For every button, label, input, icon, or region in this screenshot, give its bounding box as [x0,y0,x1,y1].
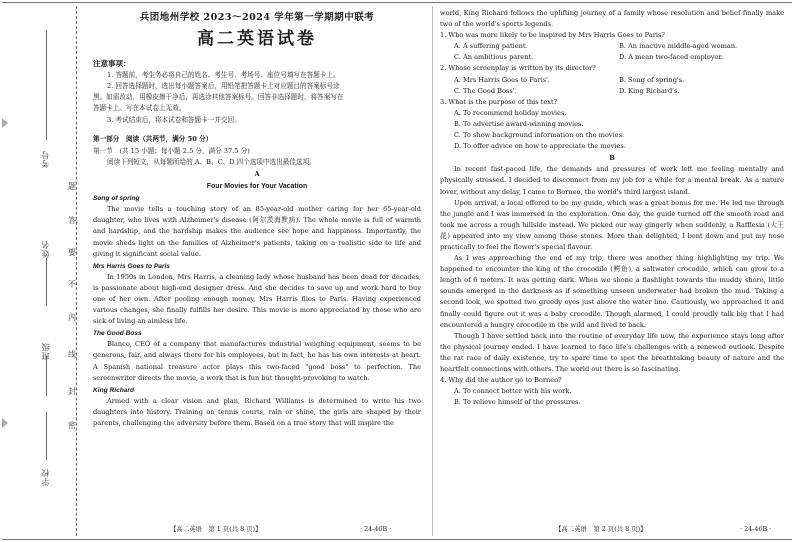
movie-title: The Good Boss [93,330,142,338]
field-line [46,412,47,460]
option-d: D. A mean two-faced employer. [619,53,723,62]
option-b: B. To advertise award-winning movies. [454,119,584,128]
passage-continuation: world, King Richard follows the uplifting journey of a family whose resolution and belief finally make two of the world's sports legends. [440,9,784,29]
seal-dashed-line [76,6,77,536]
seal-word: 要 [68,248,76,257]
option-c: C. To show background information on the movies. [454,131,625,140]
instruction: 阅读下列短文，从每题所给的 A、B、C、D 四个选项中选出最佳选项。 [107,157,316,166]
seal-word: 密 [68,421,76,430]
option-c: C. The Good Boss'. [454,86,517,95]
movie-title: Song of spring [93,195,140,203]
seal-word: 不 [68,280,76,289]
passage-b-paragraph: Though I have settled back into the routine of everyday life now, the experience stays long after the physical journey ended. I have learned to face life's challenges with a renewed outlook. Despite the rat race of daily existence, try to spare time to spot the breathtaking beauty of nature and the heartfelt connections with others. The world out there is so fascinating. [440,331,784,373]
question-3: 3. What is the purpose of this text? [440,97,558,106]
question-2-options [440,75,784,97]
seal-word: 题 [68,182,76,191]
passage-title: Four Movies for Your Vacation [206,183,308,191]
option-d: D. King Richard's. [619,86,680,95]
movie-text: Blanco, CEO of a company that manufactures industrial weighing equipment, seems to be generous, fair, and always there for his employees, but in fact, he has his own interests at heart. A Spanish national treasure actor plays this two-faced "good boss" to perfection. The screenwriter directs the movie, a work that is fun but thought-provoking to watch. [93,340,421,382]
passage-b-paragraph: In recent fast-paced life, the demands and pressures of work left me feeling mentally and physically stressed. I decided to disconnect from my job for a while for a mental break. As a nature lover, without any delay, I came to Borneo, the world's third largest island. [440,165,784,196]
page-1 [93,8,421,429]
field-exam-number: 考号 [41,150,50,168]
field-school: 学校 [41,468,50,486]
field-class: 班级 [41,342,50,360]
page-2-code: · 24-46B · [740,525,772,533]
seal-word: 内 [68,313,76,322]
movie-title: King Richard [93,386,135,394]
option-a: A. A suffering patient. [454,42,528,51]
option-a: A. To connect better with his work. [454,387,572,396]
arrow-marker-icon [2,118,8,128]
movie-text: In 1950s in London, Mrs Harris, a cleaning lady whose husband has been dead for decades, is passionate about high-end designer dress. And she decides to save up and work hard to buy one of her own. After pooling enough money, Mrs Harris flies to Paris. Having experienced various changes, she finally fulfills her desire. This movie is more appreciated by those who are sick of living an aimless life. [93,272,421,326]
field-name: 姓名 [41,240,50,258]
question-2: 2. Whose screenplay is written by its director? [440,64,596,73]
option-c: C. An ambitious parent. [454,53,534,62]
movie-text: Armed with a clear vision and plan, Richard Williams is determined to write his two daughters into history. Training on tennis courts, rain or shine, the girls are shaped by their parents, challenging the adversity before them. Based on a true story that will inspire the [93,396,421,427]
question-1: 1. Who was more likely to be inspired by Mrs Harris Goes to Paris? [440,31,665,40]
option-d: D. To offer advice on how to appreciate the movies. [454,142,626,151]
option-b: B. To relieve himself of the pressures. [454,398,581,407]
seal-word: 线 [68,350,76,359]
seal-word: 封 [68,387,76,396]
question-4: 4. Why did the author go to Borneo? [440,376,562,385]
arrow-marker-icon [2,418,8,428]
part-heading: 第一部分 阅读（共两节，满分 50 分） [93,134,213,143]
passage-letter: B [609,154,615,163]
exam-title: 兵团地州学校 2023～2024 学年第一学期期中联考 [139,12,375,23]
field-line [46,356,47,396]
page-1-footer: 【高二英语 第 1 页(共 8 页)】 [170,525,262,533]
paper-title: 高二英语试卷 [197,29,317,50]
bottom-border [2,539,792,540]
column-divider [432,6,433,536]
passage-b-paragraph: Upon arrival, a local offered to be my guide, which was a great bonus for me. He led me through the jungle and I was immersed in the exploration. One day, the guide turned off the smooth road and took me across a rough hillside instead. We picked our way gingerly when suddenly, a Rafflesia (大王花) appeared into my view among those stones. More than delighted, I bent down and put my nose practically to feel the flower's special flavour. [440,198,784,251]
notice-item: 3. 考试结束后，将本试卷和答题卡一并交回。 [107,115,241,124]
page-2-footer: 【高二英语 第 2 页(共 8 页)】 [555,525,647,533]
notice-item: 2. 回答选择题时，选出每小题答案后，用铅笔把答题卡上对应题目的答案标号涂 [107,82,340,91]
question-1-options [440,41,784,63]
option-b: B. An inactive middle-aged woman. [619,42,738,51]
section-heading: 第一节 (共 15 小题；每小题 2.5 分，满分 37.5 分) [93,146,250,155]
field-line [46,30,47,140]
notice-item: 答题卡上。写在本试卷上无效。 [93,104,186,113]
notice-item: 黑。如需改动，用橡皮擦干净后，再选涂其他答案标号。回答非选择题时，将答案写在 [93,93,344,102]
notice-item: 1. 答题前，考生务必将自己的姓名、考生号、考场号、座位号填写在答题卡上。 [107,71,340,80]
passage-b-paragraph: As I was approaching the end of my trip, there was another thing highlighting my trip. We happened to encounter the king of the crocodile (鳄鱼), a saltwater crocodile, which can grow to a length of 6 meters. It was getting dark. When we shone a flashlight towards the muddy shore, little sounds emerged in the darkness as if something unseen underwater had broken the mud. Taking a second look, we spotted two greedy eyes just above the water line. Cautiously, we approached it and finally could figure out it was a baby crocodile. Though alarmed, I could proudly talk big that I had encountered a hungry crocodile in the wild and lived to back. [440,254,784,329]
seal-word: 答 [68,216,76,225]
field-line [46,258,47,306]
option-a: A. To recommend holiday movies. [454,108,567,117]
notice-heading: 注意事项： [93,59,131,69]
passage-letter: A [254,169,260,178]
top-border [2,2,792,3]
option-a: A. Mrs Harris Goes to Paris'. [454,75,550,84]
page-1-code: · 24-46B · [360,525,392,533]
option-b: B. Song of spring's. [619,75,685,84]
movie-title: Mrs Harris Goes to Paris [93,262,170,270]
movie-text: The movie tells a touching story of an 85-year-old mother caring for her 65-year-old daughter, who lives with Alzheimer's disease (阿尔茨海默病). The whole movie is full of warmth and hardship, and the hardship makes the audience see hope and happiness. Importantly, the movie sheds light on the families of Alzheimer's patients, taking on a realistic side to life and giving it significant social value. [93,205,421,258]
page-2 [440,8,784,408]
binding-margin [0,0,86,542]
